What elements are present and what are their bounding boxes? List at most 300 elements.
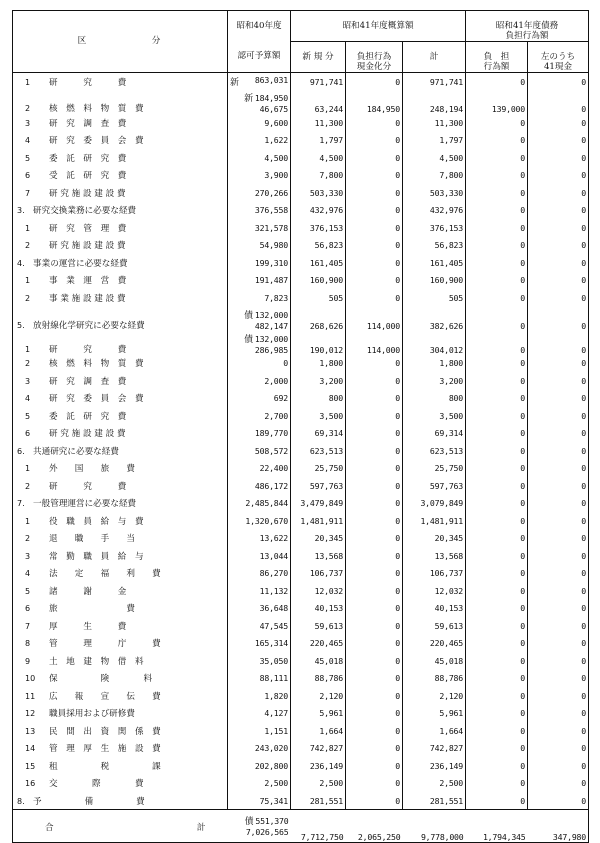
row-label-cell	[13, 547, 228, 565]
header-fy40-top: 昭和40年度	[228, 11, 291, 42]
row-total: 88,786	[403, 670, 466, 688]
row-number: 7.	[17, 499, 25, 509]
row-label: 法 定 福 利 費	[49, 569, 161, 580]
row-label: 研 究 費	[49, 77, 127, 88]
row-label-cell	[13, 407, 228, 425]
row-label: 事 業 運 営 費	[49, 276, 127, 287]
row-label-cell	[13, 237, 228, 255]
row-total: 236,149	[403, 757, 466, 775]
budget-table	[12, 10, 589, 843]
row-label-cell	[13, 495, 228, 513]
row-total: 3,079,849	[403, 495, 466, 513]
row-total: 13,568	[403, 547, 466, 565]
row-label: 核 燃 料 物 質 費	[49, 359, 144, 370]
row-number: 3	[25, 551, 31, 561]
table-row	[13, 372, 589, 390]
row-obligation-cash: 0	[346, 219, 403, 237]
row-label-cell	[13, 114, 228, 132]
row-number: 4	[25, 569, 31, 579]
table-row	[13, 237, 589, 255]
row-total: 11,300	[403, 114, 466, 132]
row-total: 597,763	[403, 477, 466, 495]
row-label-cell	[13, 73, 228, 91]
row-new: 1,800	[291, 355, 346, 373]
row-new: 190,012	[291, 331, 346, 355]
row-obl-amount: 0	[466, 635, 528, 653]
row-obl-cash: 0	[528, 307, 589, 331]
row-obl-cash: 0	[528, 184, 589, 202]
row-label: 事業の運営に必要な経費	[33, 258, 128, 269]
row-obl-amount: 0	[466, 167, 528, 185]
row-fy40-value: 3,900	[264, 170, 288, 181]
table-row	[13, 355, 589, 373]
row-fy40	[228, 705, 291, 723]
row-new: 281,551	[291, 792, 346, 810]
row-label: 退 職 手 当	[49, 534, 135, 545]
row-fy40	[228, 740, 291, 758]
row-number: 8.	[17, 796, 25, 806]
row-fy40	[228, 687, 291, 705]
row-label: 常 勤 職 員 給 与	[49, 551, 144, 562]
row-number: 2	[25, 293, 31, 303]
row-new: 56,823	[291, 237, 346, 255]
row-obl-amount: 0	[466, 442, 528, 460]
table-row	[13, 757, 589, 775]
row-obl-cash: 0	[528, 202, 589, 220]
row-new: 3,200	[291, 372, 346, 390]
row-number: 1	[25, 77, 31, 87]
row-obl-amount: 0	[466, 425, 528, 443]
row-obl-amount: 0	[466, 477, 528, 495]
row-obligation-cash: 0	[346, 600, 403, 618]
row-obl-amount: 0	[466, 272, 528, 290]
row-obl-cash: 0	[528, 740, 589, 758]
total-total: 9,778,000	[403, 810, 466, 843]
row-fy40	[228, 547, 291, 565]
row-obl-cash: 0	[528, 582, 589, 600]
row-label-cell	[13, 565, 228, 583]
table-row	[13, 73, 589, 91]
row-number: 2	[25, 241, 31, 251]
row-label-cell	[13, 372, 228, 390]
row-obl-cash: 0	[528, 355, 589, 373]
row-obl-amount: 0	[466, 705, 528, 723]
header-obligation-group	[466, 11, 589, 42]
header-fy40-sub: 認可予算額	[228, 42, 291, 73]
row-label: 管 理 庁 費	[49, 639, 161, 650]
table-row	[13, 390, 589, 408]
row-number: 1	[25, 223, 31, 233]
row-fy40-value: 2,500	[264, 778, 288, 789]
row-label-cell	[13, 740, 228, 758]
row-obl-amount: 0	[466, 547, 528, 565]
table-row	[13, 132, 589, 150]
row-obligation-cash: 0	[346, 652, 403, 670]
row-obl-cash: 0	[528, 617, 589, 635]
row-label-cell	[13, 90, 228, 114]
row-fy40-value: 1,820	[264, 690, 288, 701]
row-number: 9	[25, 656, 31, 666]
row-fy40-value: 7,823	[264, 292, 288, 303]
row-obligation-cash: 184,950	[346, 90, 403, 114]
header-obl-of-which-text: 左のうち 41現金	[540, 52, 576, 72]
row-obl-cash: 0	[528, 73, 589, 91]
row-obl-cash: 0	[528, 670, 589, 688]
row-obl-cash: 0	[528, 460, 589, 478]
row-obligation-cash: 0	[346, 547, 403, 565]
row-obl-cash: 0	[528, 289, 589, 307]
row-obl-cash: 0	[528, 792, 589, 810]
table-row	[13, 167, 589, 185]
row-fy40-value: 692	[273, 393, 288, 404]
row-label: 旅 費	[49, 604, 135, 615]
row-label-cell	[13, 600, 228, 618]
row-total: 5,961	[403, 705, 466, 723]
row-obl-amount: 0	[466, 600, 528, 618]
row-fy40-value: 4,500	[264, 152, 288, 163]
row-fy40-value: 11,132	[259, 585, 288, 596]
row-fy40	[228, 73, 291, 91]
row-new: 13,568	[291, 547, 346, 565]
row-new: 800	[291, 390, 346, 408]
row-fy40	[228, 617, 291, 635]
row-number: 6.	[17, 446, 25, 456]
row-total: 69,314	[403, 425, 466, 443]
row-label: 諸 謝 金	[49, 586, 127, 597]
row-label: 租 税 課	[49, 761, 161, 772]
row-fy40-value: 1,320,670	[245, 515, 288, 526]
row-fy40-value: 321,578	[254, 222, 288, 233]
row-fy40	[228, 582, 291, 600]
row-label: 研 究 施 設 建 設 費	[49, 429, 126, 440]
row-obl-cash: 0	[528, 495, 589, 513]
row-obl-cash: 0	[528, 254, 589, 272]
row-new: 11,300	[291, 114, 346, 132]
row-new: 1,481,911	[291, 512, 346, 530]
row-total: 12,032	[403, 582, 466, 600]
row-label-cell	[13, 254, 228, 272]
row-label: 委 託 研 究 費	[49, 153, 127, 164]
row-label: 広 報 宣 伝 費	[49, 691, 161, 702]
row-label: 外 国 旅 費	[49, 464, 135, 475]
row-obligation-cash: 0	[346, 407, 403, 425]
row-label: 研 究 調 査 費	[49, 376, 127, 387]
row-new: 106,737	[291, 565, 346, 583]
row-fy40	[228, 792, 291, 810]
row-new: 88,786	[291, 670, 346, 688]
row-fy40	[228, 652, 291, 670]
row-total: 742,827	[403, 740, 466, 758]
row-label: 一般管理運営に必要な経費	[33, 499, 137, 510]
row-fy40	[228, 202, 291, 220]
row-label: 職員採用および研修費	[49, 709, 135, 720]
row-total: 623,513	[403, 442, 466, 460]
row-obligation-cash: 0	[346, 114, 403, 132]
row-total: 4,500	[403, 149, 466, 167]
row-fy40-value: 13,622	[259, 533, 288, 544]
row-obligation-cash: 0	[346, 705, 403, 723]
table-row	[13, 460, 589, 478]
row-number: 4	[25, 394, 31, 404]
row-number: 3.	[17, 206, 25, 216]
row-new: 59,613	[291, 617, 346, 635]
header-obligation-group-text: 昭和41年度債務 負担行為額	[495, 21, 559, 41]
row-label: 事 業 施 設 建 設 費	[49, 293, 126, 304]
row-new: 161,405	[291, 254, 346, 272]
row-number: 15	[25, 761, 36, 771]
row-label: 研 究 委 員 会 費	[49, 136, 144, 147]
row-new: 3,500	[291, 407, 346, 425]
table-row	[13, 184, 589, 202]
row-obl-cash: 0	[528, 442, 589, 460]
row-total: 432,976	[403, 202, 466, 220]
row-fy40-value: 1,151	[264, 725, 288, 736]
row-obligation-cash: 0	[346, 442, 403, 460]
row-total: 503,330	[403, 184, 466, 202]
table-row	[13, 289, 589, 307]
row-obligation-cash: 0	[346, 425, 403, 443]
row-new: 63,244	[291, 90, 346, 114]
row-total: 248,194	[403, 90, 466, 114]
row-label: 研究交換業務に必要な経費	[33, 206, 137, 217]
table-row	[13, 442, 589, 460]
row-fy40	[228, 530, 291, 548]
row-new: 503,330	[291, 184, 346, 202]
table-row	[13, 652, 589, 670]
row-fy40-value: 4,127	[264, 708, 288, 719]
row-obligation-cash: 0	[346, 530, 403, 548]
row-fy40-value: 0	[283, 358, 288, 369]
row-obl-amount: 0	[466, 740, 528, 758]
row-obl-amount: 0	[466, 495, 528, 513]
table-body	[13, 73, 589, 810]
row-number: 7	[25, 621, 31, 631]
total-label-left: 合	[45, 823, 54, 833]
row-number: 7	[25, 188, 31, 198]
row-fy40	[228, 237, 291, 255]
row-fy40	[228, 219, 291, 237]
row-obl-cash: 0	[528, 600, 589, 618]
row-total: 2,500	[403, 775, 466, 793]
row-total: 3,200	[403, 372, 466, 390]
row-label: 研 究 施 設 建 設 費	[49, 241, 126, 252]
row-fy40-value: 508,572	[254, 445, 288, 456]
table-row	[13, 425, 589, 443]
row-fy40	[228, 775, 291, 793]
row-fy40	[228, 495, 291, 513]
row-label: 土 地 建 物 借 料	[49, 656, 144, 667]
row-obligation-cash: 0	[346, 582, 403, 600]
row-fy40-value: 46,675	[259, 104, 288, 114]
row-total: 20,345	[403, 530, 466, 548]
row-obl-amount: 0	[466, 202, 528, 220]
header-category: 区 分	[13, 11, 228, 73]
row-fy40-value: 47,545	[259, 620, 288, 631]
row-obl-amount: 0	[466, 722, 528, 740]
row-label-cell	[13, 425, 228, 443]
row-obl-amount: 0	[466, 460, 528, 478]
row-obl-cash: 0	[528, 331, 589, 355]
row-obligation-cash: 0	[346, 512, 403, 530]
row-new: 45,018	[291, 652, 346, 670]
row-new: 268,626	[291, 307, 346, 331]
table-row	[13, 600, 589, 618]
row-fy40-value: 2,485,844	[245, 498, 288, 509]
row-obligation-cash: 0	[346, 687, 403, 705]
row-new: 40,153	[291, 600, 346, 618]
row-total: 56,823	[403, 237, 466, 255]
table-row	[13, 254, 589, 272]
row-number: 3	[25, 118, 31, 128]
row-number: 3	[25, 376, 31, 386]
row-label-cell	[13, 775, 228, 793]
table-row	[13, 495, 589, 513]
row-fy40-value: 75,341	[259, 795, 288, 806]
row-new: 1,797	[291, 132, 346, 150]
row-label: 核 燃 料 物 質 費	[49, 104, 144, 114]
row-fy40-value: 202,800	[254, 760, 288, 771]
row-new: 20,345	[291, 530, 346, 548]
row-label-cell	[13, 512, 228, 530]
row-obligation-cash: 0	[346, 617, 403, 635]
row-fy40	[228, 372, 291, 390]
row-label: 研 究 管 理 費	[49, 223, 127, 234]
row-total: 800	[403, 390, 466, 408]
row-fy40	[228, 149, 291, 167]
header-obligation-cash	[346, 42, 403, 73]
row-total: 1,664	[403, 722, 466, 740]
row-total: 160,900	[403, 272, 466, 290]
row-fy40	[228, 114, 291, 132]
row-obl-cash: 0	[528, 372, 589, 390]
row-fy40	[228, 512, 291, 530]
row-number: 5	[25, 153, 31, 163]
header-obligation-cash-text: 負担行為 現金化分	[356, 52, 392, 72]
row-obl-amount: 0	[466, 355, 528, 373]
row-label: 予 備 費	[33, 796, 145, 807]
row-number: 11	[25, 691, 36, 701]
row-obligation-cash: 0	[346, 372, 403, 390]
row-label-cell	[13, 530, 228, 548]
row-number: 5	[25, 586, 31, 596]
row-label-cell	[13, 307, 228, 331]
row-number: 16	[25, 779, 36, 789]
row-label-cell	[13, 289, 228, 307]
row-label: 委 託 研 究 費	[49, 411, 127, 422]
row-number: 2	[25, 534, 31, 544]
row-obligation-cash: 0	[346, 722, 403, 740]
row-obl-amount: 0	[466, 670, 528, 688]
table-row	[13, 670, 589, 688]
header-obl-amount-text: 負 担 行為額	[483, 52, 510, 72]
row-obligation-cash: 0	[346, 635, 403, 653]
row-total: 106,737	[403, 565, 466, 583]
row-new: 5,961	[291, 705, 346, 723]
row-obligation-cash: 0	[346, 237, 403, 255]
row-obl-cash: 0	[528, 219, 589, 237]
row-number: 1	[25, 464, 31, 474]
table-row	[13, 582, 589, 600]
row-fy40	[228, 442, 291, 460]
row-new: 69,314	[291, 425, 346, 443]
row-fy40-value: 199,310	[254, 257, 288, 268]
row-number: 1	[25, 276, 31, 286]
row-obl-cash: 0	[528, 390, 589, 408]
row-total: 376,153	[403, 219, 466, 237]
row-fy40-value: 54,980	[259, 240, 288, 251]
row-label: 役 職 員 給 与 費	[49, 516, 144, 527]
row-obl-cash: 0	[528, 775, 589, 793]
row-fy40	[228, 425, 291, 443]
row-obl-amount: 0	[466, 114, 528, 132]
row-fy40-value: 286,985	[254, 344, 288, 355]
row-total: 281,551	[403, 792, 466, 810]
row-total: 59,613	[403, 617, 466, 635]
row-total: 3,500	[403, 407, 466, 425]
row-new: 623,513	[291, 442, 346, 460]
header-total: 計	[403, 42, 466, 73]
row-label: 放射線化学研究に必要な経費	[33, 320, 145, 331]
row-obl-amount: 0	[466, 372, 528, 390]
row-fy40-value: 1,622	[264, 135, 288, 146]
row-obligation-cash: 0	[346, 184, 403, 202]
row-fy40-top: 132,000	[254, 333, 288, 344]
row-label: 研 究 費	[49, 344, 127, 355]
row-obl-cash: 0	[528, 272, 589, 290]
table-row	[13, 705, 589, 723]
row-obligation-cash: 0	[346, 775, 403, 793]
row-label-cell	[13, 219, 228, 237]
row-number: 2	[25, 359, 31, 369]
row-label-cell	[13, 722, 228, 740]
row-obl-amount: 0	[466, 254, 528, 272]
row-fy40	[228, 390, 291, 408]
row-obl-cash: 0	[528, 237, 589, 255]
row-fy40	[228, 635, 291, 653]
row-new: 597,763	[291, 477, 346, 495]
row-fy40-marker: 新	[244, 94, 253, 104]
row-total: 2,120	[403, 687, 466, 705]
row-obligation-cash: 0	[346, 73, 403, 91]
row-number: 6	[25, 171, 31, 181]
row-fy40	[228, 289, 291, 307]
table-row	[13, 477, 589, 495]
row-number: 6	[25, 429, 31, 439]
row-total: 1,800	[403, 355, 466, 373]
table-row	[13, 617, 589, 635]
table-row	[13, 547, 589, 565]
row-obl-cash: 0	[528, 530, 589, 548]
row-label-cell	[13, 477, 228, 495]
row-fy40-value: 22,400	[259, 463, 288, 474]
row-obl-cash: 0	[528, 565, 589, 583]
row-fy40-value: 243,020	[254, 743, 288, 754]
row-total: 45,018	[403, 652, 466, 670]
row-number: 4.	[17, 258, 25, 268]
row-obligation-cash: 0	[346, 460, 403, 478]
row-obligation-cash: 0	[346, 565, 403, 583]
row-obl-cash: 0	[528, 114, 589, 132]
row-obligation-cash: 0	[346, 202, 403, 220]
row-obligation-cash: 114,000	[346, 331, 403, 355]
row-obligation-cash: 0	[346, 254, 403, 272]
row-obl-amount: 0	[466, 237, 528, 255]
header-obl-of-which	[528, 42, 589, 73]
row-fy40	[228, 670, 291, 688]
table-row	[13, 219, 589, 237]
table-row	[13, 149, 589, 167]
row-obl-amount: 0	[466, 582, 528, 600]
